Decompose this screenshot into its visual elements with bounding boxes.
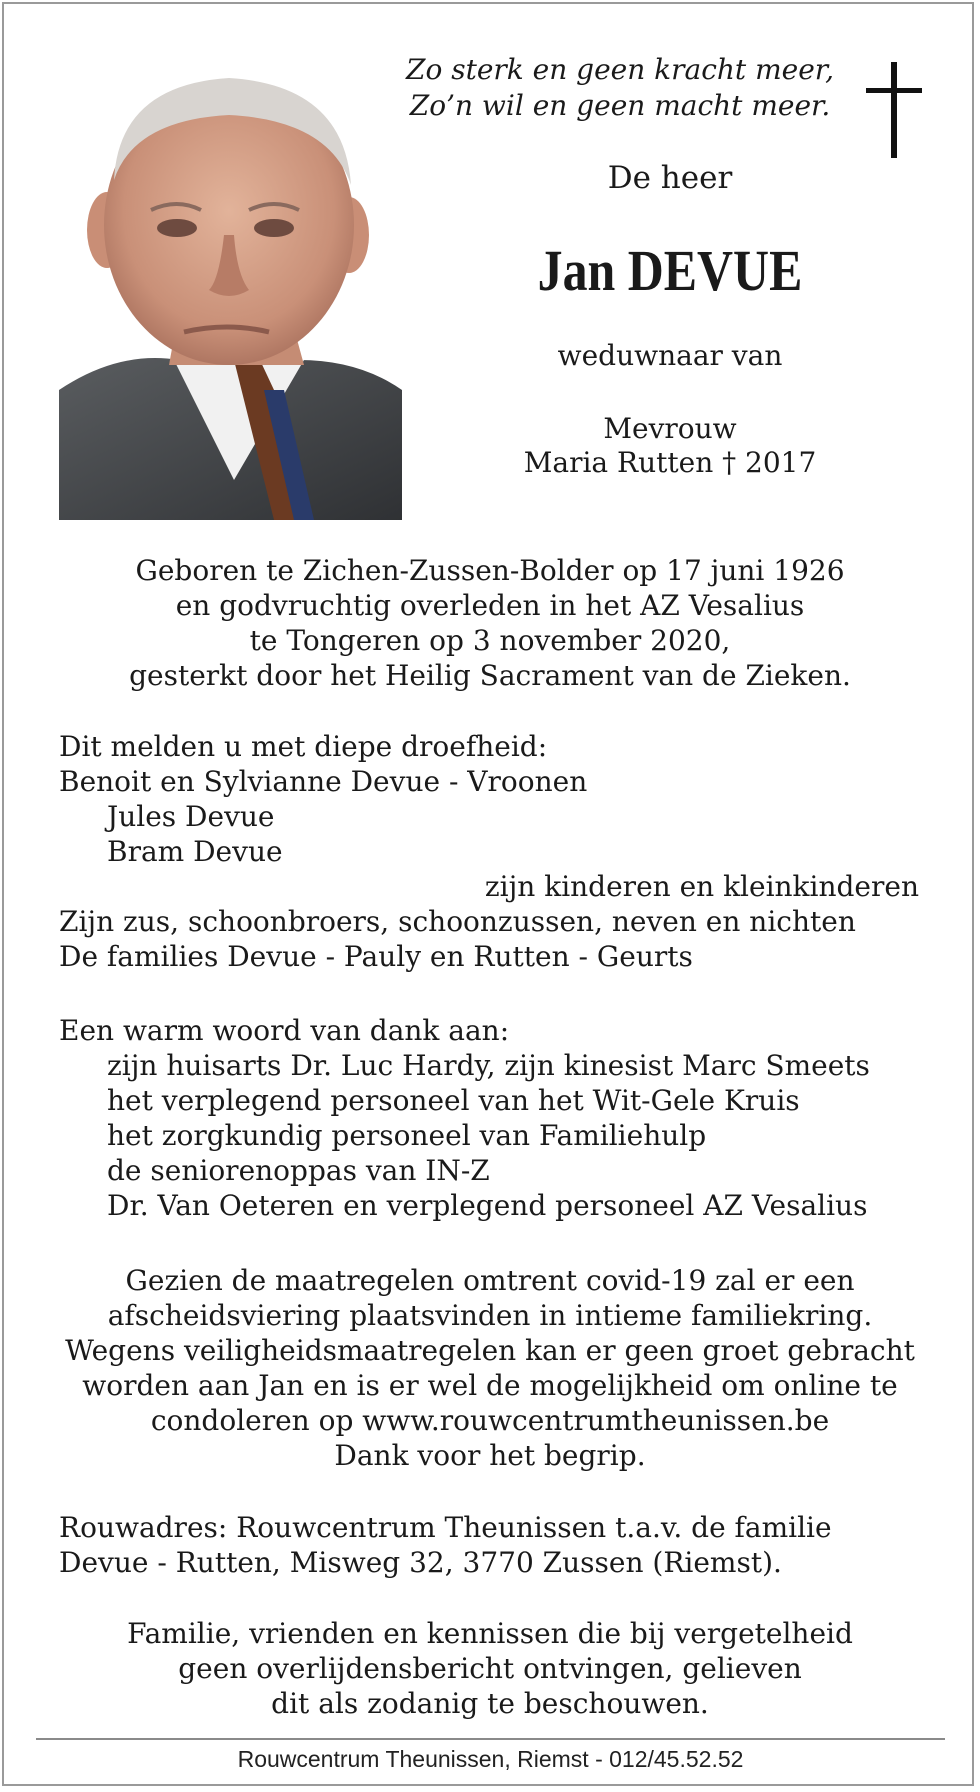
cross-icon bbox=[866, 62, 922, 158]
quote-line-1: Zo sterk en geen kracht meer, bbox=[406, 53, 834, 86]
address-line: Rouwadres: Rouwcentrum Theunissen t.a.v. de familie bbox=[59, 1511, 832, 1544]
spouse-name: Maria Rutten † 2017 bbox=[523, 446, 817, 479]
birth-death-line: Geboren te Zichen-Zussen-Bolder op 17 juni 1926 bbox=[135, 554, 845, 587]
notice-line: Dank voor het begrip. bbox=[334, 1439, 646, 1472]
thanks-item: Dr. Van Oeteren en verplegend personeel AZ Vesalius bbox=[107, 1189, 868, 1222]
closing-line: dit als zodanig te beschouwen. bbox=[271, 1687, 709, 1720]
thanks-item: het zorgkundig personeel van Familiehulp bbox=[107, 1119, 707, 1152]
notice-line: worden aan Jan en is er wel de mogelijkheid om online te bbox=[82, 1369, 898, 1402]
covid-notice bbox=[40, 1263, 940, 1473]
address-line: Devue - Rutten, Misweg 32, 3770 Zussen (Riemst). bbox=[59, 1546, 782, 1579]
closing-line: geen overlijdensbericht ontvingen, gelieven bbox=[178, 1652, 802, 1685]
thanks-item: het verplegend personeel van het Wit-Gele Kruis bbox=[107, 1084, 800, 1117]
family-intro: Dit melden u met diepe droefheid: bbox=[59, 730, 548, 763]
family-relation: zijn kinderen en kleinkinderen bbox=[484, 870, 919, 903]
thanks-intro: Een warm woord van dank aan: bbox=[59, 1014, 510, 1047]
notice-line: Gezien de maatregelen omtrent covid-19 zal er een bbox=[125, 1264, 855, 1297]
birth-death-line: gesterkt door het Heilig Sacrament van de Zieken. bbox=[129, 659, 851, 692]
family-list bbox=[59, 729, 939, 974]
thanks-list bbox=[59, 1013, 939, 1223]
closing-line: Familie, vrienden en kennissen die bij vergetelheid bbox=[127, 1617, 853, 1650]
family-other: Zijn zus, schoonbroers, schoonzussen, neven en nichten bbox=[59, 905, 856, 938]
footer-divider bbox=[36, 1738, 945, 1740]
portrait-illustration bbox=[59, 60, 402, 520]
birth-death-text bbox=[40, 553, 940, 693]
notice-line: condoleren op www.rouwcentrumtheunissen.be bbox=[150, 1404, 830, 1437]
thanks-item: zijn huisarts Dr. Luc Hardy, zijn kinesist Marc Smeets bbox=[107, 1049, 870, 1082]
notice-line: Wegens veiligheidsmaatregelen kan er geen groet gebracht bbox=[65, 1334, 915, 1367]
family-children: Benoit en Sylvianne Devue - Vroonen bbox=[59, 765, 588, 798]
footer-funeral-home: Rouwcentrum Theunissen, Riemst - 012/45.52.52 bbox=[237, 1746, 744, 1772]
notice-line: afscheidsviering plaatsvinden in intieme familiekring. bbox=[107, 1299, 873, 1332]
birth-death-line: te Tongeren op 3 november 2020, bbox=[249, 624, 731, 657]
grandchild: Bram Devue bbox=[107, 835, 283, 868]
memorial-quote bbox=[400, 52, 840, 124]
widower-label: weduwnaar van bbox=[557, 339, 783, 372]
portrait-photo bbox=[59, 60, 402, 520]
deceased-name: Jan DEVUE bbox=[537, 238, 803, 303]
spouse-block bbox=[440, 412, 900, 480]
thanks-item: de seniorenoppas van IN-Z bbox=[107, 1154, 490, 1187]
spouse-title: Mevrouw bbox=[603, 412, 737, 445]
quote-line-2: Zo’n wil en geen macht meer. bbox=[409, 89, 831, 122]
closing-note bbox=[40, 1616, 940, 1721]
mourning-address bbox=[59, 1510, 939, 1580]
honorific-title: De heer bbox=[607, 160, 733, 196]
grandchild: Jules Devue bbox=[107, 800, 275, 833]
family-other: De families Devue - Pauly en Rutten - Geurts bbox=[59, 940, 693, 973]
birth-death-line: en godvruchtig overleden in het AZ Vesalius bbox=[175, 589, 805, 622]
